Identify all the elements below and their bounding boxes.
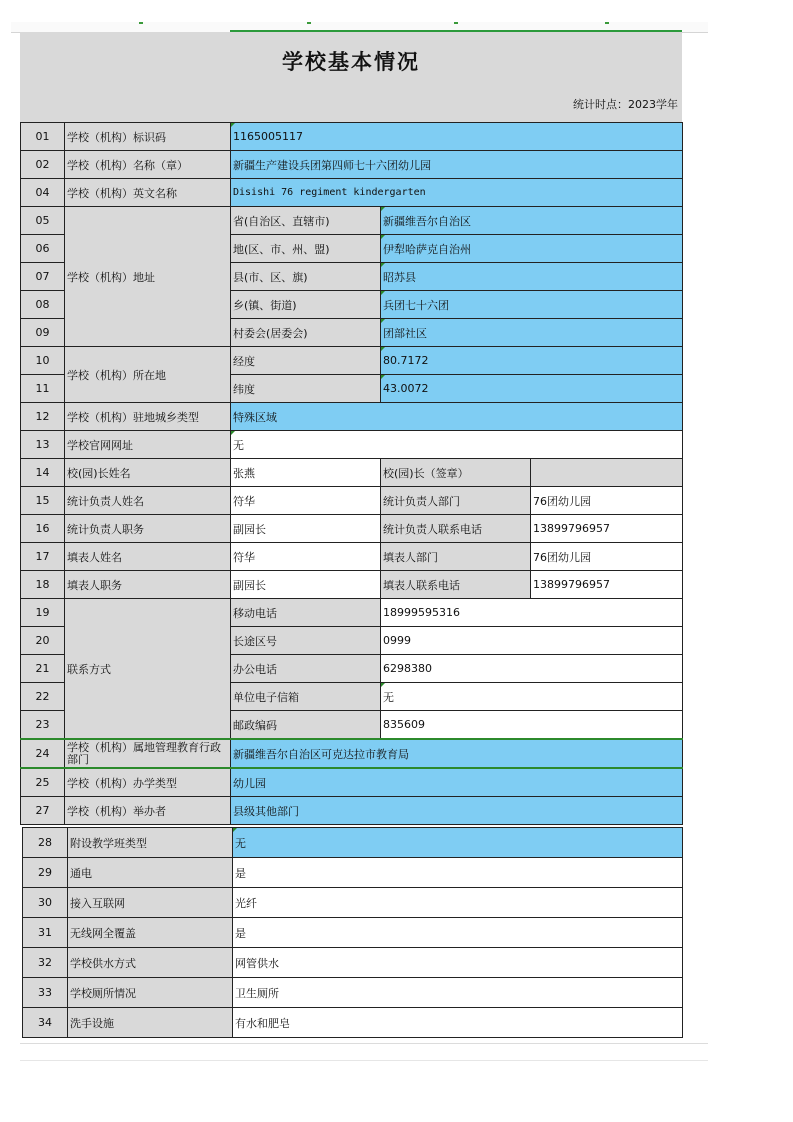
row-number: 23 (21, 711, 65, 740)
row-number: 28 (23, 828, 68, 858)
field-label: 校(园)长（签章） (381, 459, 531, 487)
sub-field-label: 地(区、市、州、盟) (231, 235, 381, 263)
cell-value[interactable]: 特殊区域 (231, 403, 683, 431)
sub-field-label: 单位电子信箱 (231, 683, 381, 711)
table-row (21, 459, 683, 487)
cell-value[interactable]: 6298380 (381, 655, 683, 683)
field-label: 统计负责人联系电话 (381, 515, 531, 543)
field-label: 填表人职务 (65, 571, 231, 599)
field-label: 填表人部门 (381, 543, 531, 571)
cell-value[interactable]: 符华 (231, 487, 381, 515)
field-label: 学校供水方式 (68, 948, 233, 978)
cell-value[interactable]: 光纤 (233, 888, 683, 918)
field-label: 学校官网网址 (65, 431, 231, 459)
cell-value[interactable]: 新疆维吾尔自治区 (381, 207, 683, 235)
sub-field-label: 乡(镇、街道) (231, 291, 381, 319)
table-row (21, 797, 683, 825)
cell-value[interactable]: 13899796957 (531, 571, 683, 599)
table-row (23, 948, 683, 978)
row-number: 05 (21, 207, 65, 235)
table-row (21, 431, 683, 459)
cell-value[interactable]: 0999 (381, 627, 683, 655)
cell-value[interactable]: 无 (381, 683, 683, 711)
field-label: 统计负责人部门 (381, 487, 531, 515)
table-row (21, 768, 683, 797)
column-marker (307, 22, 311, 24)
row-number: 32 (23, 948, 68, 978)
table-row (21, 347, 683, 375)
row-number: 16 (21, 515, 65, 543)
row-number: 21 (21, 655, 65, 683)
cell-value[interactable]: 兵团七十六团 (381, 291, 683, 319)
sub-field-label: 办公电话 (231, 655, 381, 683)
basic-info-table (20, 122, 683, 825)
cell-value[interactable]: 是 (233, 858, 683, 888)
column-marker (139, 22, 143, 24)
facilities-table (22, 827, 683, 1038)
row-number: 15 (21, 487, 65, 515)
field-label: 学校（机构）办学类型 (65, 768, 231, 797)
row-number: 12 (21, 403, 65, 431)
row-number: 22 (21, 683, 65, 711)
table-row (23, 888, 683, 918)
field-label: 无线网全覆盖 (68, 918, 233, 948)
cell-value[interactable]: 13899796957 (531, 515, 683, 543)
field-label: 学校（机构）标识码 (65, 123, 231, 151)
table-row (21, 599, 683, 627)
field-label: 学校（机构）属地管理教育行政部门 (65, 739, 231, 768)
field-label: 洗手设施 (68, 1008, 233, 1038)
row-number: 29 (23, 858, 68, 888)
field-label: 统计负责人姓名 (65, 487, 231, 515)
row-number: 18 (21, 571, 65, 599)
table-row (23, 828, 683, 858)
cell-value[interactable]: 835609 (381, 711, 683, 740)
table-row (21, 179, 683, 207)
table-row (21, 123, 683, 151)
cell-value[interactable]: 新疆维吾尔自治区可克达拉市教育局 (231, 739, 683, 768)
table-row (23, 858, 683, 888)
cell-value[interactable]: 新疆生产建设兵团第四师七十六团幼儿园 (231, 151, 683, 179)
cell-value[interactable]: 副园长 (231, 571, 381, 599)
row-number: 34 (23, 1008, 68, 1038)
cell-value[interactable] (531, 459, 683, 487)
sub-field-label: 省(自治区、直辖市) (231, 207, 381, 235)
row-number: 02 (21, 151, 65, 179)
cell-value[interactable]: 76团幼儿园 (531, 543, 683, 571)
table-row (21, 487, 683, 515)
table-row (23, 918, 683, 948)
field-label: 学校（机构）所在地 (65, 347, 231, 403)
row-number: 17 (21, 543, 65, 571)
sub-field-label: 县(市、区、旗) (231, 263, 381, 291)
row-number: 33 (23, 978, 68, 1008)
sub-field-label: 邮政编码 (231, 711, 381, 740)
row-number: 24 (21, 739, 65, 768)
field-label: 通电 (68, 858, 233, 888)
row-number: 06 (21, 235, 65, 263)
field-label: 填表人姓名 (65, 543, 231, 571)
row-number: 08 (21, 291, 65, 319)
row-number: 01 (21, 123, 65, 151)
table-row (21, 543, 683, 571)
cell-value[interactable]: 1165005117 (231, 123, 683, 151)
sub-field-label: 移动电话 (231, 599, 381, 627)
row-number: 13 (21, 431, 65, 459)
cell-value[interactable]: 伊犁哈萨克自治州 (381, 235, 683, 263)
table-row (21, 515, 683, 543)
table-row (23, 978, 683, 1008)
table-row (21, 151, 683, 179)
cell-value[interactable]: 副园长 (231, 515, 381, 543)
field-label: 校(园)长姓名 (65, 459, 231, 487)
field-label: 学校（机构）举办者 (65, 797, 231, 825)
row-number: 04 (21, 179, 65, 207)
title-area (20, 32, 682, 122)
field-label: 学校（机构）地址 (65, 207, 231, 347)
table-row (23, 1008, 683, 1038)
field-label: 学校（机构）英文名称 (65, 179, 231, 207)
table-row (21, 207, 683, 235)
field-label: 接入互联网 (68, 888, 233, 918)
field-label: 填表人联系电话 (381, 571, 531, 599)
cell-value[interactable]: 有水和肥皂 (233, 1008, 683, 1038)
row-number: 19 (21, 599, 65, 627)
stat-time: 统计时点：2023学年 (573, 98, 678, 111)
row-number: 25 (21, 768, 65, 797)
sub-field-label: 纬度 (231, 375, 381, 403)
cell-value[interactable]: 卫生厕所 (233, 978, 683, 1008)
cell-value[interactable]: 符华 (231, 543, 381, 571)
sub-field-label: 经度 (231, 347, 381, 375)
table-row (21, 403, 683, 431)
sub-field-label: 村委会(居委会) (231, 319, 381, 347)
cell-value[interactable]: Disishi 76 regiment kindergarten (231, 179, 683, 207)
row-number: 14 (21, 459, 65, 487)
cell-value[interactable]: 团部社区 (381, 319, 683, 347)
row-number: 09 (21, 319, 65, 347)
table-row-selected (21, 739, 683, 768)
row-number: 11 (21, 375, 65, 403)
cell-value[interactable]: 昭苏县 (381, 263, 683, 291)
cell-value[interactable]: 无 (233, 828, 683, 858)
cell-value[interactable]: 张燕 (231, 459, 381, 487)
field-label: 学校厕所情况 (68, 978, 233, 1008)
field-label: 学校（机构）名称（章） (65, 151, 231, 179)
sub-field-label: 长途区号 (231, 627, 381, 655)
row-number: 07 (21, 263, 65, 291)
row-number: 20 (21, 627, 65, 655)
row-number: 31 (23, 918, 68, 948)
field-label: 联系方式 (65, 599, 231, 740)
field-label: 学校（机构）驻地城乡类型 (65, 403, 231, 431)
cell-value[interactable]: 网管供水 (233, 948, 683, 978)
column-marker (605, 22, 609, 24)
grid-line (20, 1043, 708, 1044)
cell-value[interactable]: 幼儿园 (231, 768, 683, 797)
page-title: 学校基本情况 (282, 50, 420, 74)
cell-value[interactable]: 是 (233, 918, 683, 948)
row-number: 27 (21, 797, 65, 825)
table-row (21, 571, 683, 599)
cell-value[interactable]: 无 (231, 431, 683, 459)
cell-value[interactable]: 18999595316 (381, 599, 683, 627)
row-number: 30 (23, 888, 68, 918)
column-marker (454, 22, 458, 24)
grid-line (20, 1060, 708, 1061)
cell-value[interactable]: 80.7172 (381, 347, 683, 375)
cell-value[interactable]: 76团幼儿园 (531, 487, 683, 515)
field-label: 统计负责人职务 (65, 515, 231, 543)
selection-border (230, 30, 682, 32)
row-number: 10 (21, 347, 65, 375)
field-label: 附设教学班类型 (68, 828, 233, 858)
cell-value[interactable]: 县级其他部门 (231, 797, 683, 825)
cell-value[interactable]: 43.0072 (381, 375, 683, 403)
